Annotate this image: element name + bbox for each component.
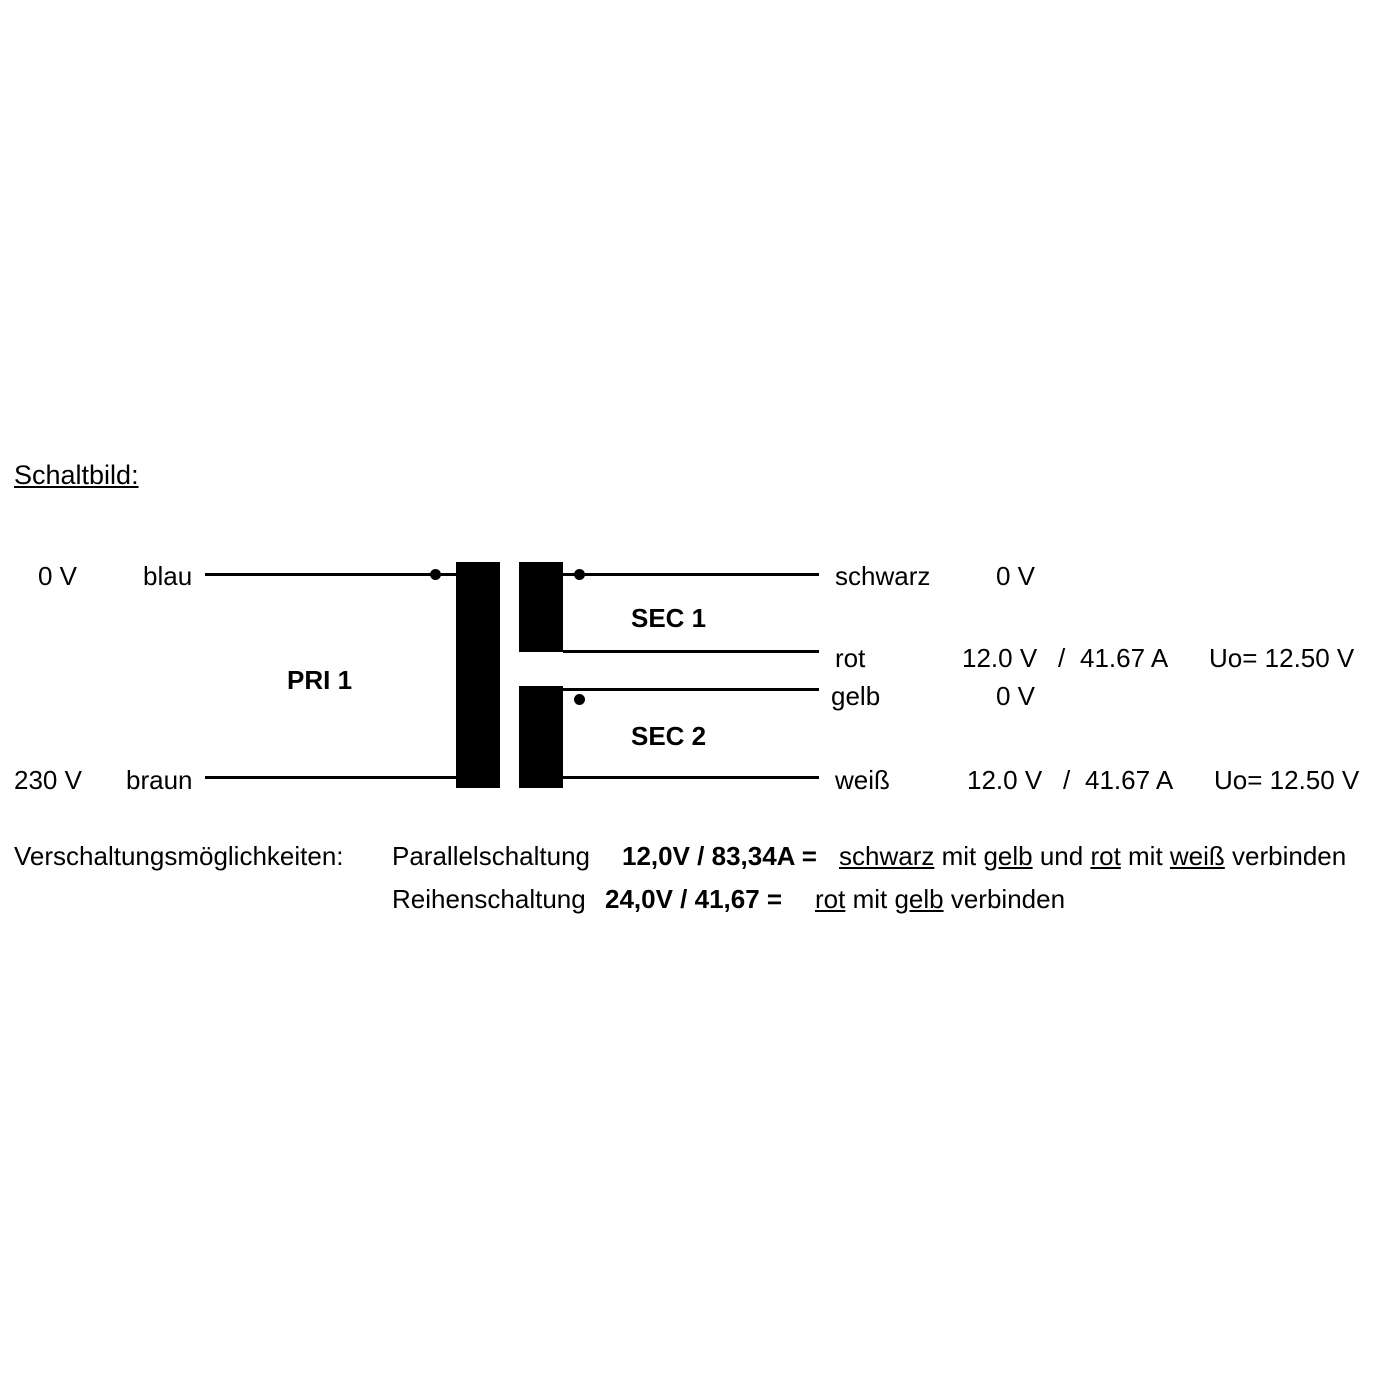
- option-instruction-0: [839, 841, 1346, 872]
- sec2-top-voltage: 0 V: [996, 681, 1036, 711]
- options-heading: Verschaltungsmöglichkeiten:: [14, 841, 344, 871]
- option-1-part-2: gelb: [894, 884, 944, 914]
- sec1-top-wire-color: schwarz: [835, 561, 931, 591]
- option-1-part-0: rot: [815, 884, 846, 914]
- option-0-part-4: rot: [1090, 841, 1121, 871]
- option-0-part-2: gelb: [983, 841, 1033, 871]
- sec2-bottom-current: 41.67 A: [1085, 765, 1174, 795]
- option-mode-1: Reihenschaltung: [392, 884, 586, 914]
- sec1-bottom-wire: [563, 650, 819, 653]
- sec2-bottom-wire-color: weiß: [835, 765, 890, 795]
- sec1-bottom-current: 41.67 A: [1080, 643, 1169, 673]
- sec2-top-wire: [519, 688, 819, 691]
- sec2-bottom-uo: Uo= 12.50 V: [1214, 765, 1360, 795]
- option-1-part-1: mit: [845, 884, 895, 914]
- sec1-bottom-uo: Uo= 12.50 V: [1209, 643, 1355, 673]
- option-0-part-3: und: [1032, 841, 1091, 871]
- primary-top-wire-color: blau: [143, 561, 193, 591]
- sec1-winding-label: SEC 1: [631, 603, 707, 633]
- option-0-part-1: mit: [934, 841, 984, 871]
- option-1-part-3: verbinden: [943, 884, 1066, 914]
- sec2-polarity-dot: [574, 694, 585, 705]
- sec2-bottom-separator: /: [1063, 765, 1071, 795]
- page-title: Schaltbild:: [14, 460, 139, 490]
- option-0-part-5: mit: [1120, 841, 1170, 871]
- sec1-bottom-wire-color: rot: [835, 643, 866, 673]
- primary-core-bar: [456, 562, 500, 788]
- primary-bottom-voltage: 230 V: [14, 765, 82, 795]
- primary-winding-label: PRI 1: [287, 665, 353, 695]
- option-mode-0: Parallelschaltung: [392, 841, 591, 871]
- option-rating-0: 12,0V / 83,34A =: [622, 841, 817, 871]
- primary-top-wire: [205, 573, 458, 576]
- sec1-top-wire: [519, 573, 819, 576]
- sec1-top-voltage: 0 V: [996, 561, 1036, 591]
- option-0-part-7: verbinden: [1224, 841, 1347, 871]
- option-instruction-1: [815, 884, 1065, 915]
- sec1-bottom-voltage: 12.0 V: [962, 643, 1038, 673]
- sec1-bottom-separator: /: [1058, 643, 1066, 673]
- primary-top-voltage: 0 V: [38, 561, 78, 591]
- option-0-part-0: schwarz: [839, 841, 935, 871]
- option-0-part-6: weiß: [1169, 841, 1225, 871]
- sec2-bottom-wire: [519, 776, 819, 779]
- sec2-top-wire-color: gelb: [831, 681, 881, 711]
- primary-polarity-dot: [430, 569, 441, 580]
- sec2-core-bar: [519, 686, 563, 788]
- sec2-bottom-voltage: 12.0 V: [967, 765, 1043, 795]
- sec2-winding-label: SEC 2: [631, 721, 707, 751]
- option-rating-1: 24,0V / 41,67 =: [605, 884, 783, 914]
- primary-bottom-wire-color: braun: [126, 765, 193, 795]
- primary-bottom-wire: [205, 776, 458, 779]
